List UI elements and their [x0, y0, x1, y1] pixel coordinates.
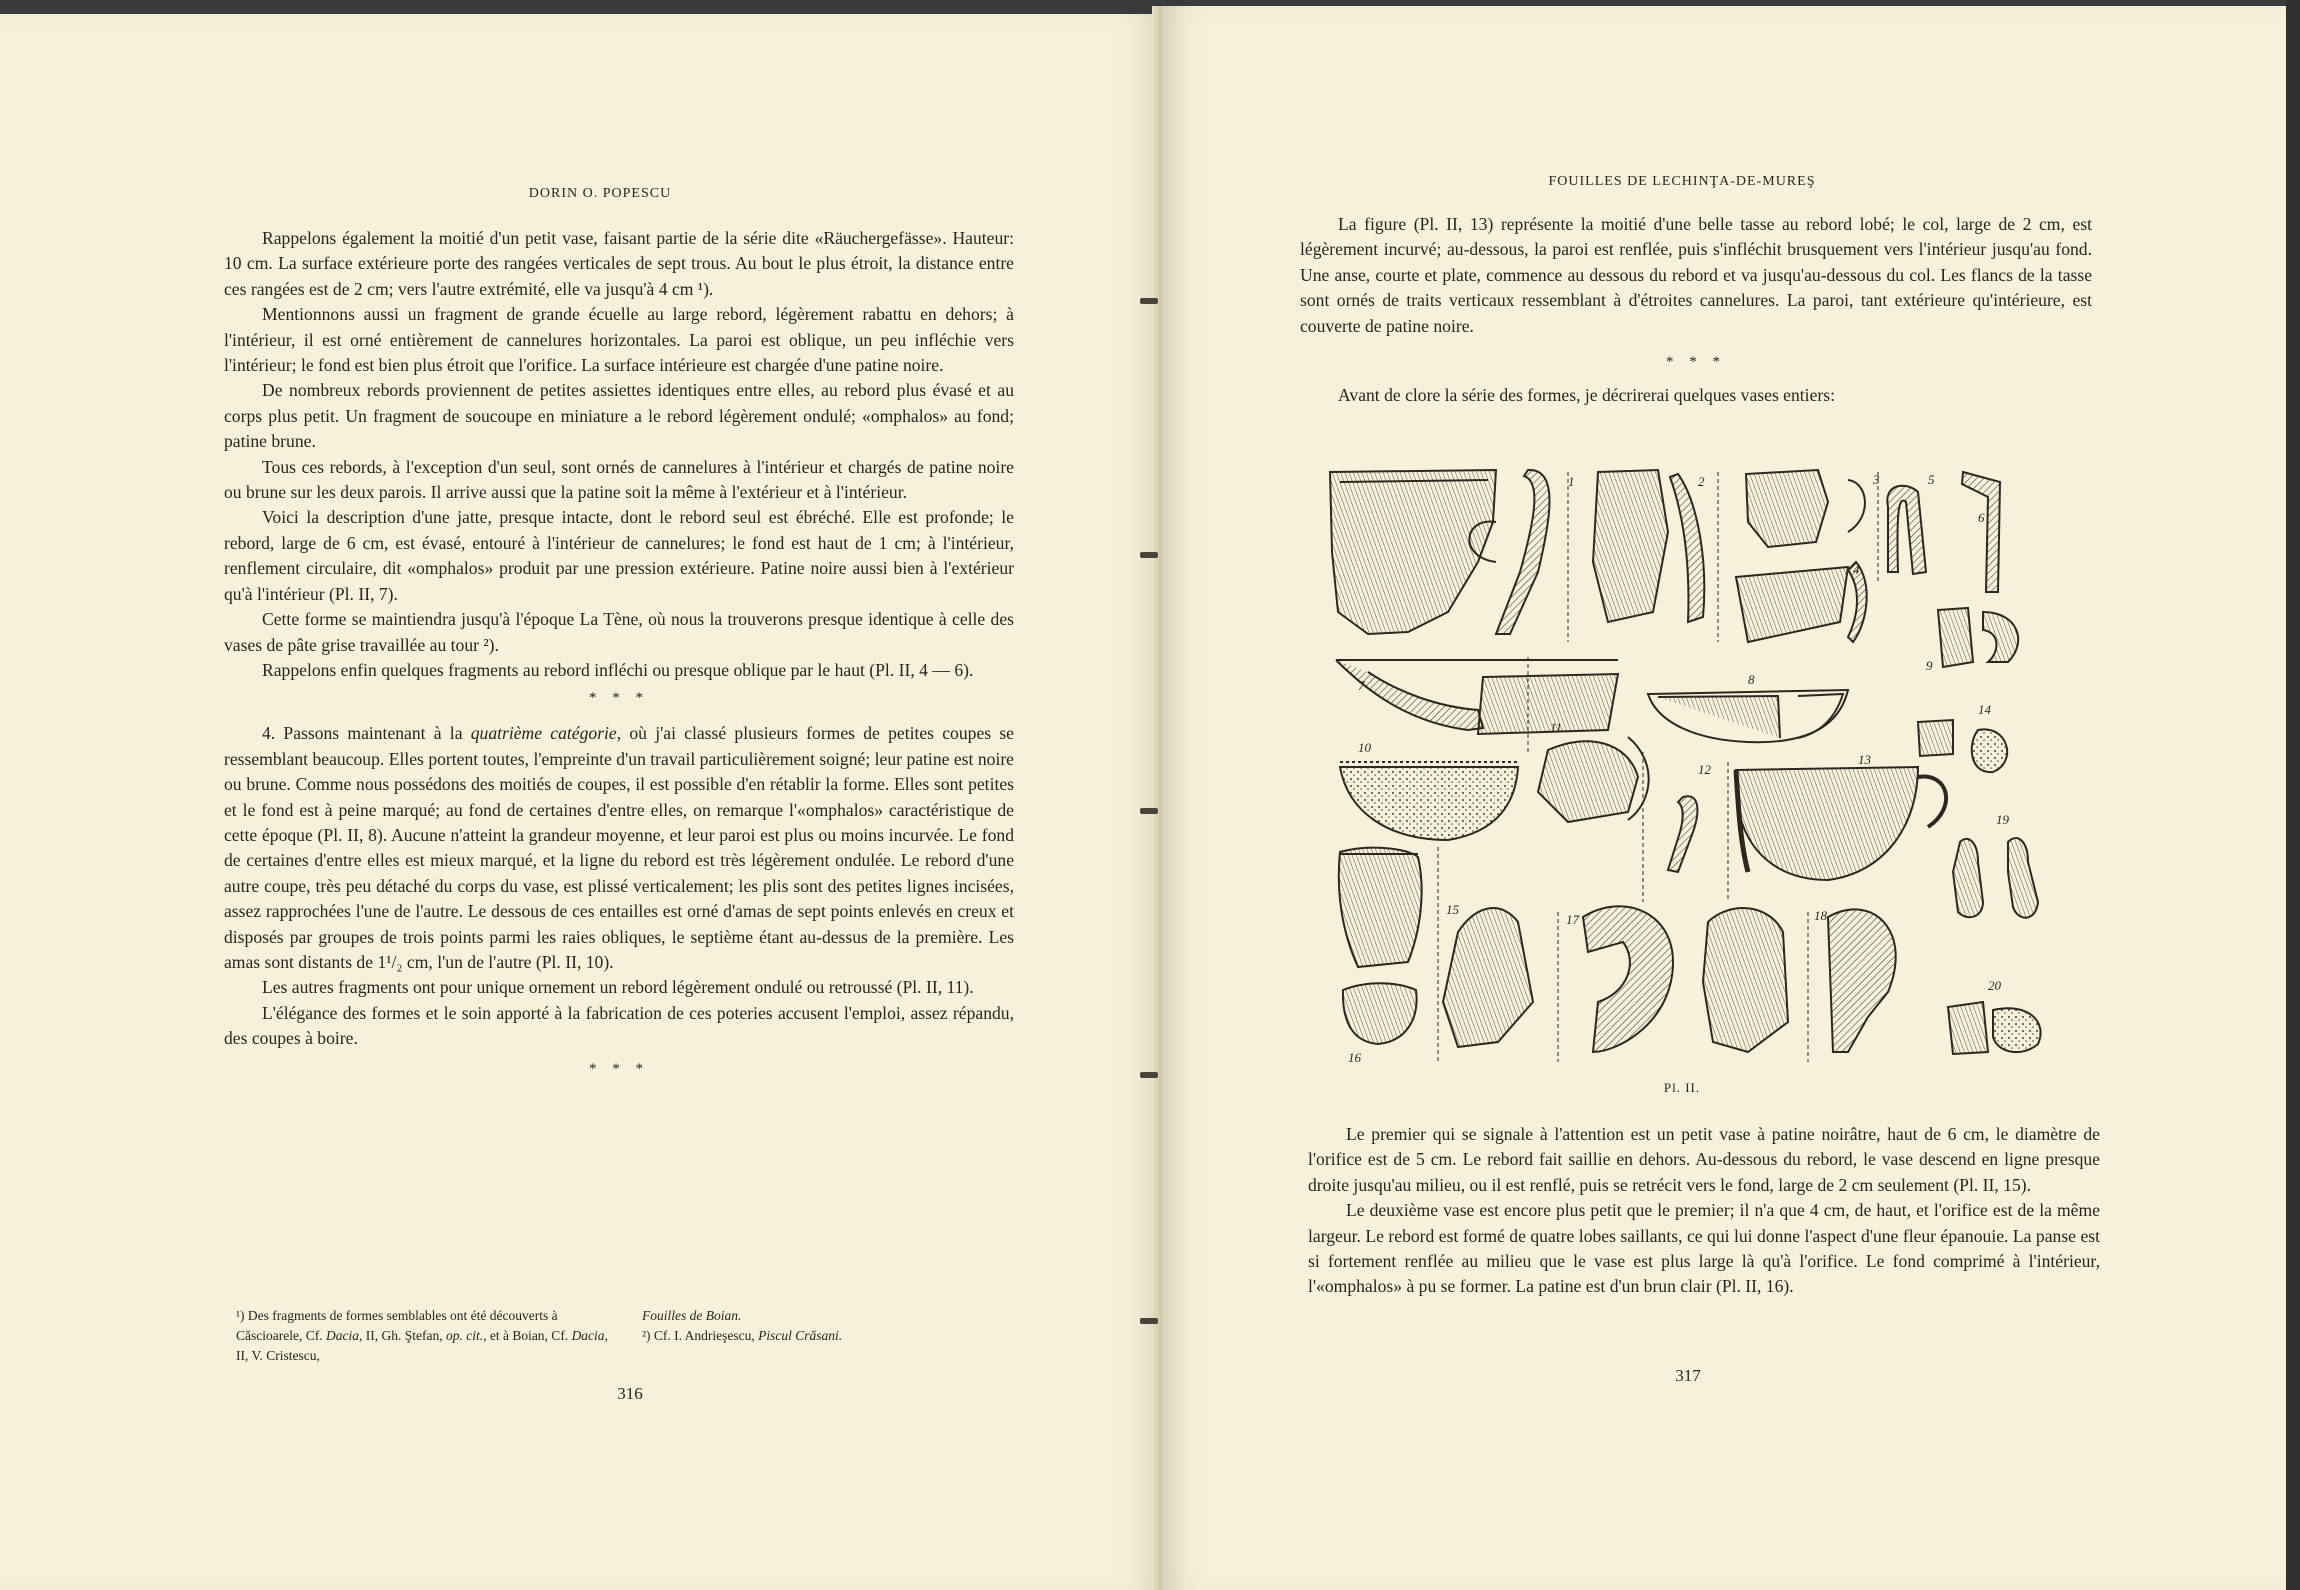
paragraph: Le deuxième vase est encore plus petit que le premier; il n'a que 4 cm, de haut, et l'orifice est de la même largeur. Le rebord est formé de quatre lobes saillants, ce qui lui donne l'aspect d'une fleur épanouie. La panse est si fortement renflée au milieu que le vase est plus large là qu'à l'orifice. Le fond comprimé à l'intérieur, l'«omphalos» à pu se former. La patine est d'un brun clair (Pl. II, 16).	[1308, 1200, 2100, 1297]
plate-ii-pottery-drawings	[1328, 462, 2064, 1072]
left-body-text	[224, 226, 1014, 1080]
binding-stitch	[1140, 1072, 1158, 1078]
page-number-left: 316	[617, 1384, 643, 1403]
figure-number: 15	[1446, 902, 1459, 917]
paragraph: Rappelons également la moitié d'un petit vase, faisant partie de la série dite «Räuchergefässe». Hauteur: 10 cm. La surface extérieure porte des rangées verticales de sept trous. Au bout le plus étroit, la distance entre ces rangées est de 2 cm; vers l'autre extrémité, elle va jusqu'à 4 cm ¹).	[224, 228, 1014, 299]
figure-number: 3	[1873, 472, 1880, 487]
vase-15	[1339, 848, 1422, 1044]
figure-number: 1	[1568, 474, 1575, 489]
sherd-3	[1746, 470, 1865, 547]
paragraph: Rappelons enfin quelques fragments au rebord infléchi ou presque oblique par le haut (Pl. II, 4 — 6).	[262, 659, 974, 680]
vessel-7	[1336, 660, 1618, 734]
binding-stitch	[1140, 298, 1158, 304]
footnote-1	[236, 1306, 622, 1366]
figure-number: 6	[1978, 510, 1985, 525]
footnote-1-ref: Fouilles de Boian.	[642, 1308, 742, 1323]
section-separator: * * *	[1666, 354, 1726, 371]
sherd-9	[1938, 608, 2018, 667]
binding-stitch	[1140, 808, 1158, 814]
section-separator: * * *	[589, 1060, 649, 1077]
sherd-5-6	[1887, 472, 2000, 592]
figure-number: 19	[1996, 812, 2009, 827]
figure-number: 5	[1928, 472, 1935, 487]
figure-number: 18	[1814, 908, 1827, 923]
figure-number: 17	[1566, 912, 1579, 927]
footnote-1-text: ¹) Des fragments de formes semblables ont été découverts à Căscioarele, Cf.	[236, 1308, 558, 1343]
footnote-1-ref: Dacia	[571, 1328, 605, 1343]
figure-19	[1953, 838, 2038, 918]
page-number-right: 317	[1675, 1366, 1701, 1385]
vessel-8	[1648, 690, 1848, 742]
sherd-11	[1538, 737, 1649, 822]
section4-emphasis: quatrième catégorie	[470, 723, 617, 744]
figure-number: 10	[1358, 740, 1371, 755]
figure-number: 9	[1926, 658, 1933, 673]
paragraph: Tous ces rebords, à l'exception d'un seul, sont ornés de cannelures à l'intérieur et chargés de patine noire ou brune sur les deux parois. Il arrive aussi que la patine soit la même à l'extérieur et à l'intérieur.	[224, 456, 1014, 503]
section4-text-rest: , où j'ai classé plusieurs formes de petites coupes se ressemblant beaucoup. Elles portent toutes, l'empreinte d'un travail particulièrement soigné; leur patine est noire ou brune. Comme nous possédons des moitiés de coupes, il est possible d'en rétablir la forme. Elles sont petites et le fond est à peine marqué; au fond de certaines d'entre elles, on remarque l'«omphalos» caractéristique de cette époque (Pl. II, 8). Aucune n'atteint la grandeur moyenne, et leur paroi est plus ou moins incurvée. Le fond de certaines d'entre elles est mieux marqué, et la ligne du rebord est très légèrement ondulée. Le rebord d'une autre coupe, très peu détaché du corps du vase, est plissé verticalement; les plis sont des petites lignes incisées, assez rapprochées l'une de l'autre. Le dessous de ces entailles est orné d'amas de sept points enlevés en creux et disposés par groupes de trois points parmi les raies obliques, le septième étant au-dessus de la première. Les amas sont distants de 1¹/₂ cm, l'un de l'autre (Pl. II, 10).	[224, 723, 1014, 972]
sherd-1	[1330, 470, 1550, 634]
paragraph: L'élégance des formes et le soin apporté à la fabrication de ces poteries accusent l'emploi, assez répandu, des coupes à boire.	[224, 1002, 1014, 1049]
paragraph: De nombreux rebords proviennent de petites assiettes identiques entre elles, au rebord plus évasé et au corps plus petit. Un fragment de soucoupe en miniature a le rebord légèrement ondulé; «omphalos» au fond; patine brune.	[224, 380, 1014, 452]
bowl-10	[1340, 762, 1518, 840]
section-separator: * * *	[589, 690, 649, 707]
paragraph: Voici la description d'une jatte, presque intacte, dont le rebord seul est ébréché. Elle est profonde; le rebord, large de 6 cm, est évasé, entouré à l'intérieur de cannelures; le fond est haut de 1 cm; à l'intérieur, renflement circulaire, dit «omphalos» produit par une pression extérieure. Patine noire aussi bien à l'extérieur qu'à l'intérieur (Pl. II, 7).	[224, 507, 1014, 604]
sherd-12	[1668, 796, 1697, 872]
figure-number: 14	[1978, 702, 1991, 717]
figure-number: 2	[1698, 474, 1705, 489]
plate-caption: Pl. II.	[1663, 1080, 1701, 1095]
sherd-2	[1593, 470, 1704, 622]
binding-stitch	[1140, 1318, 1158, 1324]
footnote-2-ref: Piscul Crăsani.	[758, 1328, 843, 1343]
footnote-1-text: , II, V. Cristescu,	[236, 1328, 608, 1363]
footnote-1-text: , II, Gh. Ştefan,	[358, 1328, 446, 1343]
paragraph: La figure (Pl. II, 13) représente la moitié d'une belle tasse au rebord lobé; le col, large de 2 cm, est légèrement incurvé; au-dessous, la paroi est renflée, puis s'infléchit brusquement vers l'intérieur jusqu'au fond. Une anse, courte et plate, commence au dessous du rebord et va jusqu'au-dessous du col. Les flancs de la tasse sont ornés de traits verticaux ressemblant à d'étroites cannelures. La paroi, tant extérieure qu'intérieure, est couverte de patine noire.	[1300, 214, 2092, 336]
paragraph: Les autres fragments ont pour unique ornement un rebord légèrement ondulé ou retroussé (Pl. II, 11).	[262, 977, 974, 998]
figure-number: 7	[1358, 678, 1365, 693]
figure-number: 20	[1988, 978, 2001, 993]
figure-number: 16	[1348, 1050, 1361, 1065]
sherd-20	[1948, 1002, 2041, 1054]
cup-13	[1736, 767, 1946, 880]
footnote-1-ref: Dacia	[325, 1328, 359, 1343]
scan-background-right	[2286, 0, 2300, 1590]
section4-text-start: 4. Passons maintenant à la	[262, 723, 471, 744]
figure-number: 8	[1748, 672, 1755, 687]
right-body-text-top	[1300, 212, 2092, 408]
figure-number: 11	[1550, 720, 1563, 735]
paragraph-section-4	[224, 721, 1014, 975]
left-page	[0, 14, 1162, 1590]
footnote-2-text: ²) Cf. I. Andrieşescu,	[642, 1328, 759, 1343]
sherd-4	[1736, 562, 1867, 642]
paragraph: Le premier qui se signale à l'attention est un petit vase à patine noirâtre, haut de 6 cm, le diamètre de l'orifice est de 5 cm. Le rebord fait saillie en dehors. Au-dessous du rebord, le vase descend en ligne presque droite jusqu'au milieu, ou il est renflé, puis se retrécit vers le fond, large de 2 cm seulement (Pl. II, 15).	[1308, 1124, 2100, 1195]
running-head-left: DORIN O. POPESCU	[528, 186, 672, 201]
sherd-14	[1918, 720, 2007, 772]
vase-18	[1703, 908, 1896, 1052]
running-head-right: FOUILLES DE LECHINŢA-DE-MUREŞ	[1548, 174, 1816, 189]
figure-number: 13	[1858, 752, 1871, 767]
binding-stitch	[1140, 552, 1158, 558]
figure-number: 12	[1698, 762, 1711, 777]
right-body-text-bottom	[1308, 1122, 2100, 1300]
footnote-1-text: , et à Boian, Cf.	[483, 1328, 572, 1343]
figure-number: 4	[1853, 562, 1860, 577]
plate-intro: Avant de clore la série des formes, je décrirerai quelques vases entiers:	[1338, 385, 1835, 406]
paragraph: Mentionnons aussi un fragment de grande écuelle au large rebord, légèrement rabattu en dehors; à l'intérieur, il est orné entièrement de cannelures horizontales. La paroi est oblique, un peu infléchie vers l'intérieur; le fond est bien plus étroit que l'orifice. La surface intérieure est chargée d'une patine noire.	[224, 304, 1014, 376]
footnote-1-continued	[642, 1306, 1002, 1346]
paragraph: Cette forme se maintiendra jusqu'à l'époque La Tène, où nous la trouverons presque identique à celle des vases de pâte grise travaillée au tour ²).	[224, 609, 1014, 655]
footnote-1-ref: op. cit.	[445, 1328, 484, 1343]
